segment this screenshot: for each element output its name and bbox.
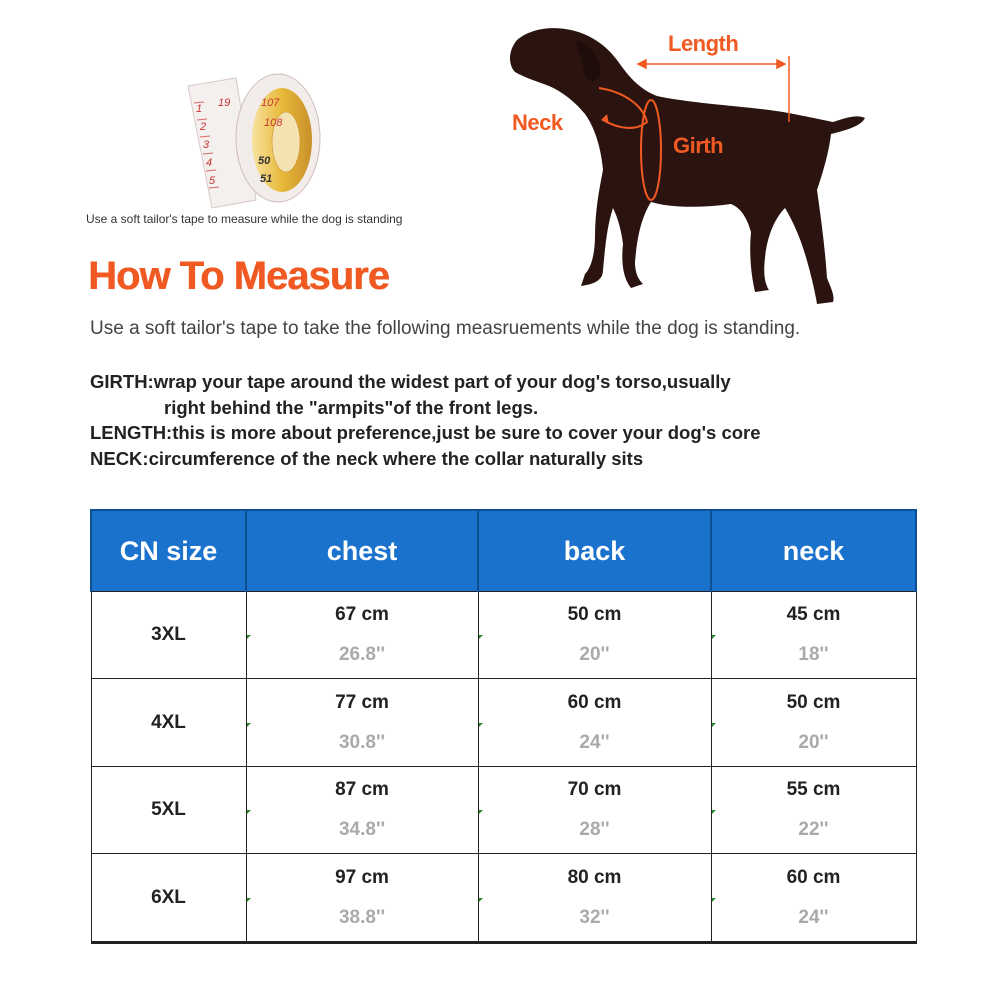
neck-instruction: NECK:circumference of the neck where the collar naturally sits bbox=[90, 447, 644, 469]
tape-number: 1 bbox=[196, 103, 203, 115]
tick-mark bbox=[247, 723, 251, 727]
intro-text: Use a soft tailor's tape to take the following measruements while the dog is standing. bbox=[90, 318, 801, 339]
length-label: Length bbox=[668, 31, 739, 56]
back-inch: 20'' bbox=[579, 644, 610, 666]
tape-number: 19 bbox=[218, 97, 231, 109]
tick-mark bbox=[712, 635, 716, 639]
chest-cm: 67 cm bbox=[335, 604, 389, 626]
tape-number: 3 bbox=[203, 139, 210, 151]
neck-cm: 60 cm bbox=[786, 866, 841, 888]
neck-cm: 45 cm bbox=[786, 604, 841, 626]
back-cell bbox=[478, 592, 711, 679]
table-row bbox=[91, 854, 916, 943]
chest-cell bbox=[246, 854, 478, 943]
size-cell: 3XL bbox=[91, 592, 246, 679]
tick-mark bbox=[247, 635, 251, 639]
tick-mark bbox=[712, 723, 716, 727]
tape-caption: Use a soft tailor's tape to measure while the dog is standing bbox=[86, 212, 403, 226]
table-row bbox=[91, 679, 916, 766]
column-header-size: CN size bbox=[91, 510, 246, 592]
girth-instruction: GIRTH:wrap your tape around the widest part of your dog's torso,usually bbox=[90, 371, 731, 392]
tape-number: 4 bbox=[206, 157, 213, 169]
neck-inch: 20'' bbox=[798, 731, 829, 753]
dog-measurement-illustration bbox=[505, 22, 875, 312]
neck-cm: 50 cm bbox=[786, 691, 841, 713]
back-cell bbox=[478, 854, 711, 943]
column-header-chest: chest bbox=[246, 510, 478, 592]
back-inch: 24'' bbox=[579, 731, 610, 753]
size-chart-table bbox=[90, 509, 917, 944]
chest-inch: 30.8'' bbox=[338, 731, 385, 753]
size-cell: 6XL bbox=[91, 854, 246, 943]
table-row bbox=[91, 766, 916, 853]
back-cm: 50 cm bbox=[567, 604, 622, 626]
back-cm: 80 cm bbox=[567, 866, 622, 888]
tick-mark bbox=[247, 898, 251, 902]
chest-inch: 34.8'' bbox=[338, 818, 385, 840]
back-cell bbox=[478, 679, 711, 766]
length-instruction: LENGTH:this is more about preference,just be sure to cover your dog's core bbox=[90, 422, 761, 443]
back-inch: 32'' bbox=[579, 906, 610, 928]
chest-cm: 87 cm bbox=[335, 778, 389, 800]
girth-instruction-continued: right behind the "armpits"of the front legs. bbox=[164, 396, 539, 418]
tape-number: 107 bbox=[261, 97, 280, 109]
tick-mark bbox=[712, 810, 716, 814]
tick-mark bbox=[479, 723, 483, 727]
back-cm: 60 cm bbox=[567, 691, 622, 713]
table-header-row bbox=[91, 510, 916, 592]
tape-number: 50 bbox=[258, 155, 271, 167]
size-cell: 5XL bbox=[91, 766, 246, 853]
column-header-back: back bbox=[478, 510, 711, 592]
neck-inch: 18'' bbox=[798, 644, 829, 666]
tape-number: 5 bbox=[209, 175, 216, 187]
chest-cell bbox=[246, 766, 478, 853]
neck-inch: 24'' bbox=[798, 906, 829, 928]
tape-number: 2 bbox=[200, 121, 207, 133]
dog-silhouette bbox=[510, 28, 865, 304]
back-inch: 28'' bbox=[579, 818, 610, 840]
tape-measure-illustration bbox=[178, 68, 328, 208]
column-header-neck: neck bbox=[711, 510, 916, 592]
tape-number: 108 bbox=[264, 117, 283, 129]
size-cell: 4XL bbox=[91, 679, 246, 766]
back-cm: 70 cm bbox=[567, 778, 622, 800]
neck-cell bbox=[711, 854, 916, 943]
tick-mark bbox=[479, 810, 483, 814]
chest-inch: 38.8'' bbox=[338, 906, 385, 928]
chest-cm: 97 cm bbox=[335, 866, 389, 888]
page-title: How To Measure bbox=[88, 254, 389, 298]
neck-label: Neck bbox=[512, 110, 563, 135]
tick-mark bbox=[247, 810, 251, 814]
tick-mark bbox=[479, 635, 483, 639]
neck-cell bbox=[711, 592, 916, 679]
neck-cell bbox=[711, 679, 916, 766]
chest-cell bbox=[246, 592, 478, 679]
neck-cm: 55 cm bbox=[786, 778, 841, 800]
back-cell bbox=[478, 766, 711, 853]
chest-inch: 26.8'' bbox=[338, 644, 385, 666]
table-row bbox=[91, 592, 916, 679]
girth-label: Girth bbox=[673, 133, 724, 158]
neck-cell bbox=[711, 766, 916, 853]
tape-number: 51 bbox=[260, 173, 273, 185]
tick-mark bbox=[712, 898, 716, 902]
chest-cm: 77 cm bbox=[335, 691, 389, 713]
chest-cell bbox=[246, 679, 478, 766]
tick-mark bbox=[479, 898, 483, 902]
neck-inch: 22'' bbox=[798, 818, 829, 840]
measurement-instructions bbox=[90, 369, 910, 471]
